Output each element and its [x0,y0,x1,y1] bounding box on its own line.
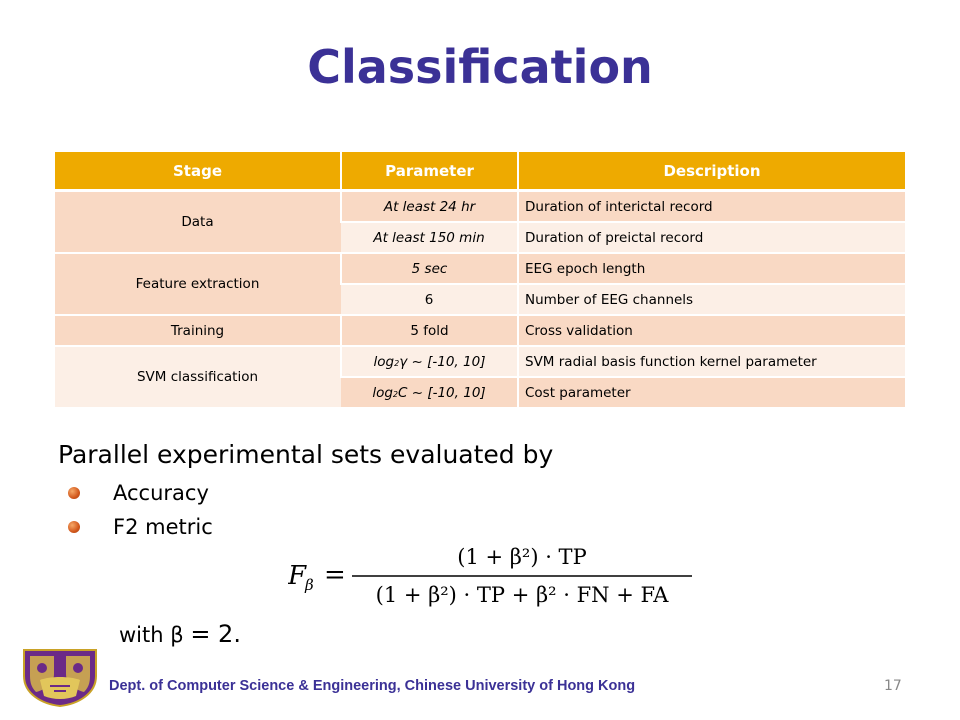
page-number: 17 [884,678,902,694]
log-text: log [373,353,395,370]
description-cell: EEG epoch length [518,253,905,284]
description-cell: SVM radial basis function kernel parameter [518,346,905,377]
formula-lhs: F [288,561,307,591]
parameter-cell [341,346,518,377]
description-cell: Number of EEG channels [518,284,905,315]
bullet-icon [68,487,80,499]
slide-title: Classification [307,40,653,94]
table-row [55,346,905,377]
table-row [55,191,905,223]
stage-cell: Feature extraction [55,253,341,315]
parameter-cell: At least 24 hr [341,191,518,223]
bullet-item [68,515,213,539]
f-beta-formula [288,534,708,614]
formula-equals: = [324,560,346,590]
section-heading: Parallel experimental sets evaluated by [58,440,554,469]
footer-department: Dept. of Computer Science & Engineering, Chinese University of Hong Kong [109,678,636,694]
table-header-row [55,152,905,191]
header-stage: Stage [55,152,341,191]
beta-value: = 2. [190,620,241,648]
parameter-cell: 5 sec [341,253,518,284]
c-symbol: C [398,384,408,401]
bullet-icon [68,521,80,533]
formula-denominator: (1 + β²) · TP + β² · FN + FA [375,583,669,607]
parameter-table [55,152,905,407]
parameter-cell: At least 150 min [341,222,518,253]
log-text: log [372,384,393,401]
beta-note-prefix: with β [119,623,191,647]
cuhk-crest-logo [20,646,100,708]
range-text: ~ [-10, 10] [407,353,486,370]
parameter-cell [341,377,518,407]
description-cell: Cross validation [518,315,905,346]
header-parameter: Parameter [341,152,518,191]
stage-cell: SVM classification [55,346,341,407]
range-text: ~ [-10, 10] [407,384,486,401]
header-description: Description [518,152,905,191]
formula-lhs-subscript: β [305,576,314,594]
description-cell: Duration of interictal record [518,191,905,223]
log-base: 2 [394,358,400,368]
table-row [55,315,905,346]
stage-cell: Training [55,315,341,346]
description-cell: Cost parameter [518,377,905,407]
bullet-label: Accuracy [113,481,209,505]
table-row [55,253,905,284]
formula-numerator: (1 + β²) · TP [457,545,587,569]
parameter-cell: 6 [341,284,518,315]
bullet-item [68,481,209,505]
gamma-symbol: γ [399,353,408,370]
bullet-label: F2 metric [113,515,213,539]
stage-cell: Data [55,191,341,254]
beta-note [119,620,241,648]
description-cell: Duration of preictal record [518,222,905,253]
parameter-cell: 5 fold [341,315,518,346]
log-base: 2 [392,389,398,399]
